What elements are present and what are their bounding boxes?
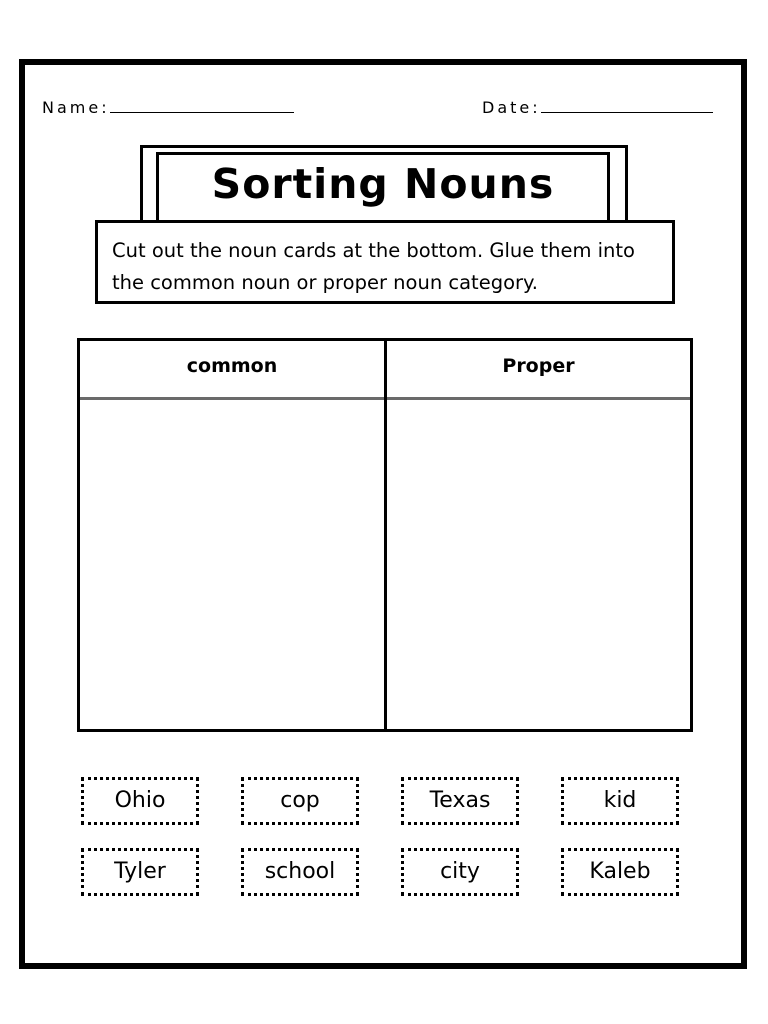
common-column-header: common: [80, 341, 384, 400]
page-title: Sorting Nouns: [211, 160, 555, 208]
common-column[interactable]: [80, 341, 387, 729]
name-line[interactable]: [110, 98, 294, 113]
proper-column-header: Proper: [387, 341, 690, 400]
date-label: Date:: [482, 98, 541, 117]
date-line[interactable]: [541, 98, 713, 113]
noun-card[interactable]: Tyler: [81, 848, 199, 896]
noun-card[interactable]: kid: [561, 777, 679, 825]
noun-card[interactable]: Texas: [401, 777, 519, 825]
date-field[interactable]: [482, 98, 713, 117]
instructions-box: Cut out the noun cards at the bottom. Glue them into the common noun or proper noun category.: [95, 220, 675, 304]
name-field[interactable]: [42, 98, 294, 117]
noun-card[interactable]: Kaleb: [561, 848, 679, 896]
proper-column[interactable]: [387, 341, 690, 729]
noun-card[interactable]: school: [241, 848, 359, 896]
noun-card[interactable]: Ohio: [81, 777, 199, 825]
sorting-table: [77, 338, 693, 732]
noun-card[interactable]: city: [401, 848, 519, 896]
noun-card[interactable]: cop: [241, 777, 359, 825]
name-label: Name:: [42, 98, 110, 117]
